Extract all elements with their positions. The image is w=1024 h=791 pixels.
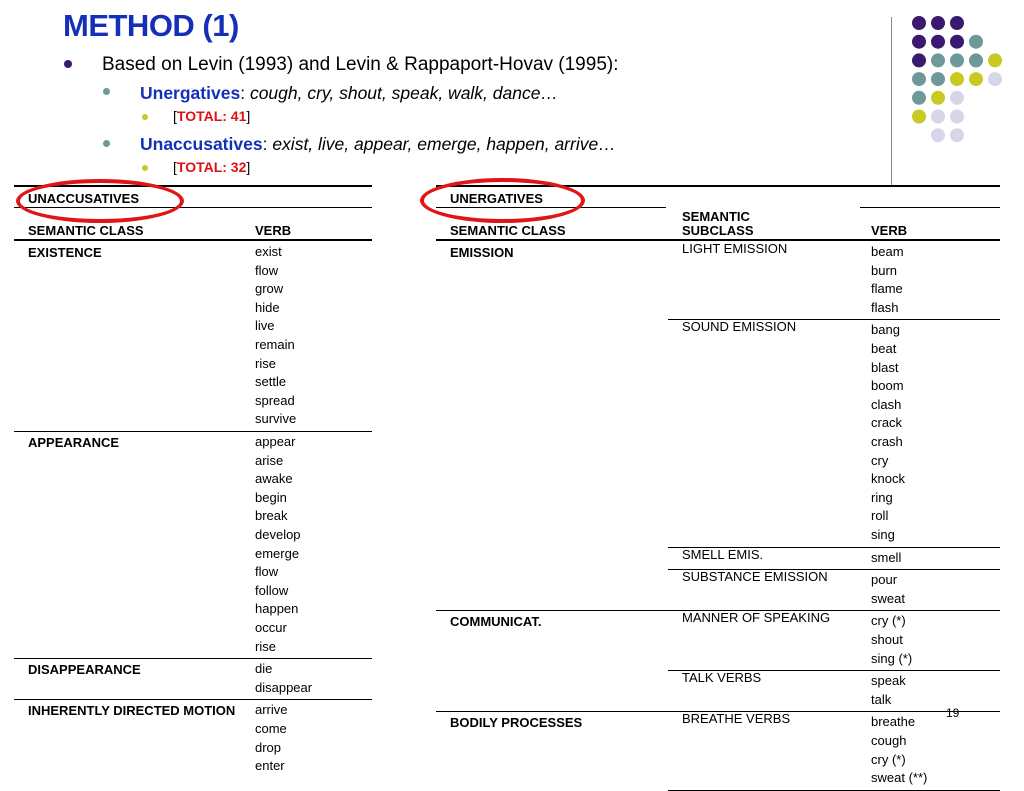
right-verb-cell: beam [871,244,904,259]
right-subclass-label: MANNER OF SPEAKING [682,610,831,626]
decorative-dot [950,110,964,124]
highlight-ellipse [16,179,184,223]
table-rule [14,699,372,700]
left-verb-cell: come [255,721,287,736]
right-verb-cell: speak [871,673,906,689]
unergatives-label: Unergatives [140,83,241,103]
bracket-close: ] [246,108,251,124]
left-verb-cell: appear [255,434,296,449]
left-verb-cell: flow [255,262,279,278]
bracket-open: [ [173,108,177,124]
right-subclass-label: SMELL EMIS. [682,546,764,562]
right-col-header-verb: VERB [871,223,908,238]
right-verb-cell: breathe [871,714,916,730]
right-verb-cell: crack [871,415,903,431]
right-verb-cell: ring [871,489,893,505]
unaccusatives-examples: exist, live, appear, emerge, happen, arrive… [272,134,616,154]
bullet-dot [64,60,72,68]
left-verb-cell: exist [255,244,282,259]
right-subclass-label: TALK VERBS [682,670,762,686]
right-verb-cell: clash [871,396,902,412]
left-verb-cell: hide [255,299,280,315]
right-subclass-label: SOUND EMISSION [682,319,797,335]
bullet-dot [142,165,148,171]
right-verb-cell: cough [871,733,907,748]
decorative-dot [912,72,926,86]
decorative-dot [988,72,1002,86]
left-verb-cell: disappear [255,679,313,695]
decorative-dot [912,53,926,67]
right-table-title: UNERGATIVES [450,191,543,206]
unergatives-examples: cough, cry, shout, speak, walk, dance… [249,83,558,103]
right-verb-cell: smell [871,549,902,565]
left-verb-cell: happen [255,601,299,617]
right-verb-cell: flash [871,299,899,315]
decorative-dot [931,35,945,49]
table-rule [14,431,372,432]
unaccusatives-colon: : [262,134,268,154]
bullet-dot [103,88,110,95]
left-verb-cell: rise [255,638,276,654]
left-verb-cell: emerge [255,545,300,561]
table-rule [14,658,372,659]
left-verb-cell: spread [255,392,295,408]
left-verb-cell: begin [255,489,287,505]
decorative-dot [950,16,964,30]
left-verb-cell: die [255,661,273,677]
table-rule [860,207,1000,208]
unaccusatives-total-value: TOTAL: 32 [176,159,247,175]
decorative-dot [931,16,945,30]
bullet-unaccusatives [140,134,616,155]
left-verb-cell: live [255,318,275,334]
left-verb-cell: grow [255,281,284,297]
decorative-dot [950,72,964,86]
right-subclass-label: BREATHE VERBS [682,711,791,727]
unergatives-total [173,108,250,124]
right-verb-cell: sweat [871,590,905,606]
bracket-close: ] [246,159,251,175]
right-class-label: BODILY PROCESSES [450,715,583,731]
right-verb-cell: cry (*) [871,751,906,767]
left-verb-cell: awake [255,471,293,487]
left-class-label: EXISTENCE [28,245,102,260]
right-verb-cell: flame [871,281,903,297]
table-rule [14,239,372,241]
right-verb-cell: knock [871,471,905,487]
left-col-header-class: SEMANTIC CLASS [28,223,144,238]
right-verb-cell: burn [871,262,898,278]
decorative-dot [950,128,964,142]
bullet-unergatives [140,83,558,104]
decorative-dot [931,128,945,142]
decorative-dot [931,110,945,124]
unaccusatives-total [173,159,250,175]
right-class-label: EMISSION [450,245,514,260]
right-verb-cell: sweat (**) [871,770,928,786]
decorative-dot [912,110,926,124]
unergatives-colon: : [240,83,246,103]
right-col-header-subclass: SEMANTIC SUBCLASS [682,209,754,238]
right-verb-cell: cry (*) [871,613,906,629]
decorative-dot [912,35,926,49]
right-verb-cell: cry [871,452,889,468]
left-verb-cell: enter [255,758,285,774]
left-col-header-verb: VERB [255,223,292,238]
right-subclass-label: SUBSTANCE EMISSION [682,569,828,585]
left-verb-cell: drop [255,739,282,755]
right-verb-cell: talk [871,691,892,707]
left-class-label: DISAPPEARANCE [28,662,141,678]
left-class-label: APPEARANCE [28,435,120,450]
left-verb-cell: survive [255,411,297,427]
right-subclass-label: LIGHT EMISSION [682,241,788,256]
right-verb-cell: sing [871,527,895,542]
left-verb-cell: settle [255,374,287,390]
right-verb-cell: roll [871,508,889,524]
bullet-sources: Based on Levin (1993) and Levin & Rappaport-Hovav (1995): [102,54,619,75]
left-verb-cell: flow [255,564,279,580]
right-verb-cell: shout [871,632,903,647]
left-verb-cell: remain [255,337,295,352]
decorative-dot [969,72,983,86]
divider-line [891,17,892,187]
decorative-dot [950,53,964,67]
left-verb-cell: develop [255,527,301,542]
right-col-header-class: SEMANTIC CLASS [450,223,566,238]
left-verb-cell: break [255,508,288,524]
decorative-dot [969,53,983,67]
left-class-label: INHERENTLY DIRECTED MOTION [28,703,236,719]
left-verb-cell: rise [255,355,276,371]
bracket-open: [ [173,159,177,175]
left-verb-cell: follow [255,582,289,598]
decorative-dot [931,91,945,105]
unergatives-total-value: TOTAL: 41 [176,108,247,124]
highlight-ellipse [420,178,585,223]
right-verb-cell: blast [871,359,899,375]
right-verb-cell: beat [871,341,897,356]
decorative-dot [950,35,964,49]
unaccusatives-label: Unaccusatives [140,134,263,154]
decorative-dot [912,16,926,30]
decorative-dot [931,53,945,67]
bullet-dot [103,140,110,147]
right-verb-cell: pour [871,572,898,588]
left-verb-cell: occur [255,620,287,635]
left-verb-cell: arrive [255,702,288,718]
page-number: 19 [946,706,960,720]
right-verb-cell: boom [871,378,904,394]
right-verb-cell: bang [871,322,900,338]
decorative-dot [931,72,945,86]
right-class-label: COMMUNICAT. [450,614,542,630]
decorative-dot [988,53,1002,67]
right-verb-cell: crash [871,434,903,449]
decorative-dot [912,91,926,105]
left-table-title: UNACCUSATIVES [28,191,139,206]
right-verb-cell: sing (*) [871,650,913,666]
decorative-dot [950,91,964,105]
left-verb-cell: arise [255,452,284,468]
slide-title: METHOD (1) [63,8,239,43]
decorative-dot [969,35,983,49]
bullet-dot [142,114,148,120]
